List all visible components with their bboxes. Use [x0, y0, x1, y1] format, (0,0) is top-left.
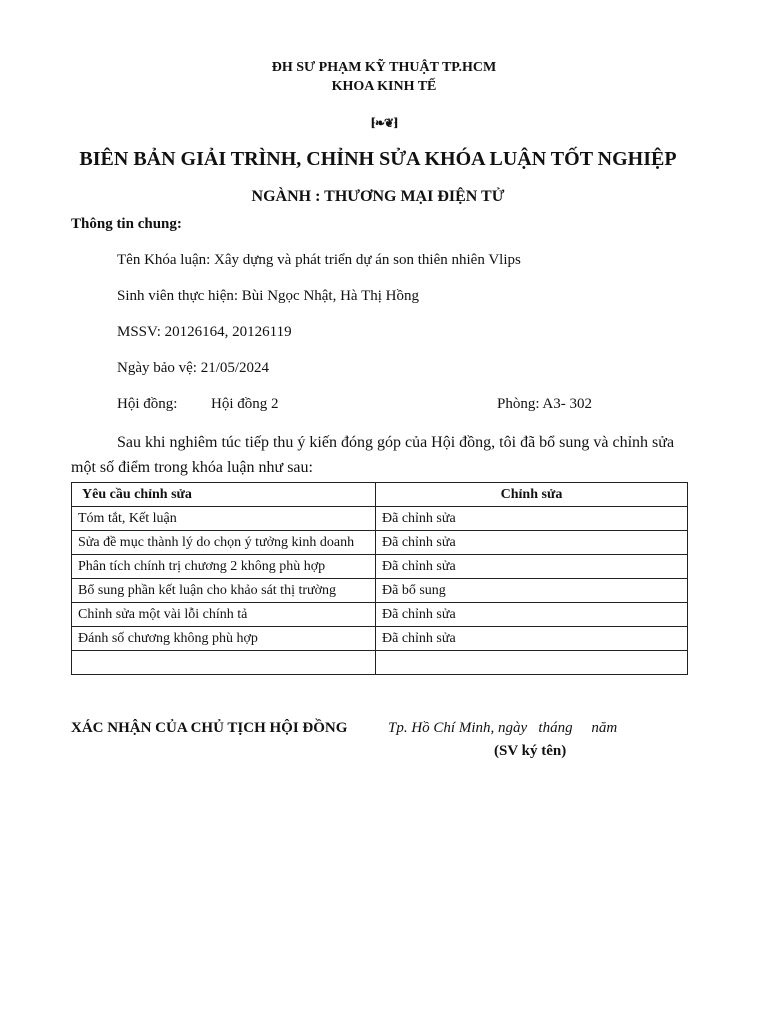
chair-confirmation: XÁC NHẬN CỦA CHỦ TỊCH HỘI ĐỒNG [71, 720, 348, 736]
header-block [0, 58, 768, 96]
room-line: Phòng: A3- 302 [497, 396, 593, 412]
request-cell [72, 651, 376, 675]
table-row [72, 603, 688, 627]
defense-date-line: Ngày bảo vệ: 21/05/2024 [117, 360, 270, 376]
status-cell [376, 651, 688, 675]
faculty-name: KHOA KINH TẾ [331, 79, 437, 94]
request-cell: Tóm tắt, Kết luận [72, 507, 376, 531]
university-name: ĐH SƯ PHẠM KỸ THUẬT TP.HCM [271, 60, 497, 75]
edits-table [71, 482, 688, 675]
council-label: Hội đồng: [117, 396, 178, 412]
status-cell: Đã chỉnh sửa [376, 603, 688, 627]
request-cell: Chỉnh sửa một vài lỗi chính tả [72, 603, 376, 627]
place-date-line: Tp. Hồ Chí Minh, ngày tháng năm [388, 720, 618, 736]
students-line: Sinh viên thực hiện: Bùi Ngọc Nhật, Hà Thị Hồng [117, 288, 419, 304]
table-header-row [72, 483, 688, 507]
table-row [72, 627, 688, 651]
table-row-empty [72, 651, 688, 675]
general-info-heading: Thông tin chung: [71, 216, 182, 232]
request-cell: Bổ sung phần kết luận cho khảo sát thị trường [72, 579, 376, 603]
status-cell: Đã chỉnh sửa [376, 555, 688, 579]
request-cell: Đánh số chương không phù hợp [72, 627, 376, 651]
student-ids-line: MSSV: 20126164, 20126119 [117, 324, 292, 340]
document-subtitle: NGÀNH : THƯƠNG MẠI ĐIỆN TỬ [251, 188, 505, 205]
table-row [72, 531, 688, 555]
status-cell: Đã chỉnh sửa [376, 507, 688, 531]
intro-paragraph: Sau khi nghiêm túc tiếp thu ý kiến đóng góp của Hội đồng, tôi đã bổ sung và chỉnh sửa một số điểm trong khóa luận như sau: [71, 434, 675, 476]
table-row [72, 579, 688, 603]
request-cell: Sửa đề mục thành lý do chọn ý tưởng kinh doanh [72, 531, 376, 555]
ornament-divider: ⁅❧❦⁆ [370, 116, 398, 130]
column-header-edited: Chỉnh sửa [376, 483, 688, 507]
table-row [72, 507, 688, 531]
status-cell: Đã chỉnh sửa [376, 627, 688, 651]
council-value: Hội đồng 2 [211, 396, 279, 412]
student-signature-label: (SV ký tên) [494, 743, 567, 759]
thesis-name: Tên Khóa luận: Xây dựng và phát triển dự án son thiên nhiên Vlips [117, 252, 521, 268]
document-title: BIÊN BẢN GIẢI TRÌNH, CHỈNH SỬA KHÓA LUẬN TỐT NGHIỆP [79, 148, 677, 170]
request-cell: Phân tích chính trị chương 2 không phù hợp [72, 555, 376, 579]
table-row [72, 555, 688, 579]
status-cell: Đã bổ sung [376, 579, 688, 603]
status-cell: Đã chỉnh sửa [376, 531, 688, 555]
column-header-request: Yêu cầu chỉnh sửa [72, 483, 376, 507]
